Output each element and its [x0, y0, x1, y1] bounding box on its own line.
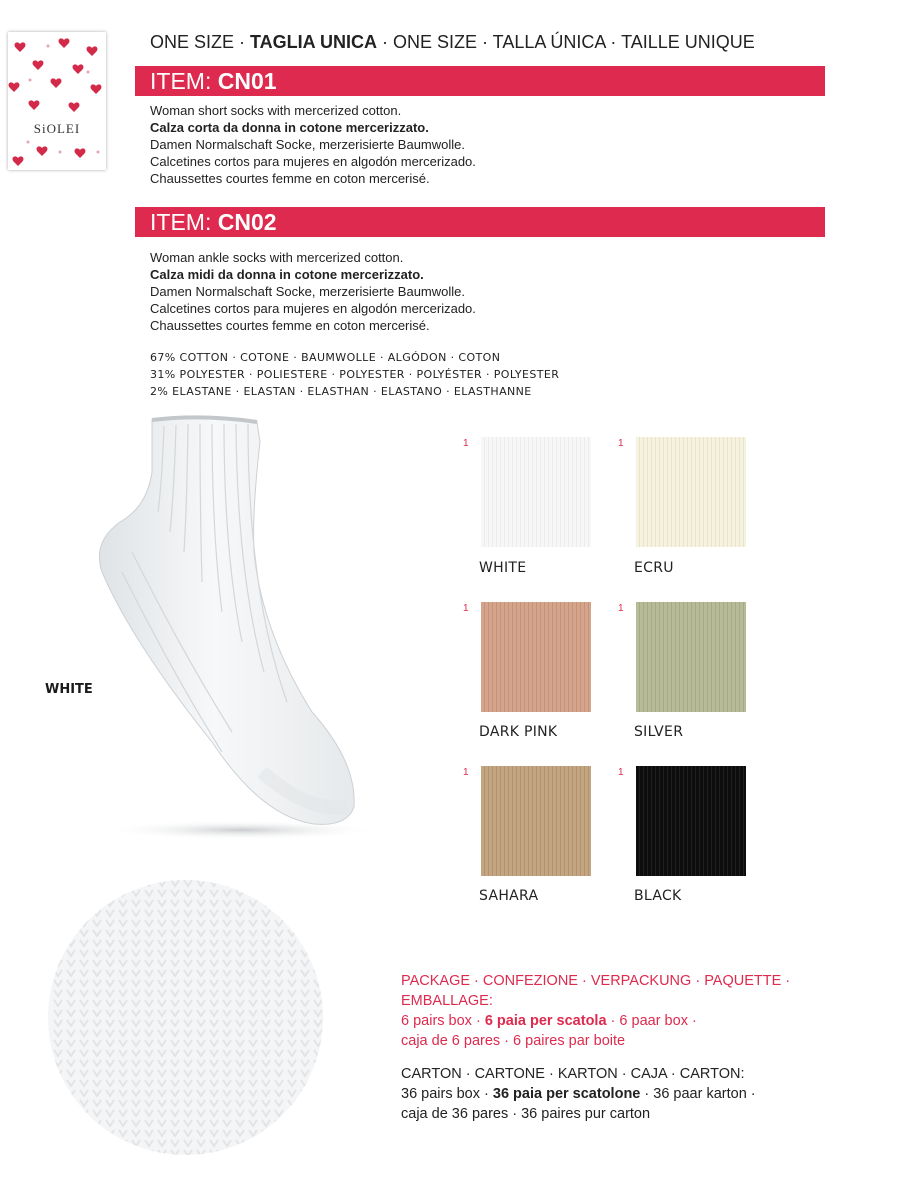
- desc-line-en: Woman ankle socks with mercerized cotton.: [150, 250, 404, 265]
- knit-stitch: [80, 890, 88, 896]
- item-description-cn01: [150, 102, 476, 187]
- swatch-white[interactable]: [481, 437, 591, 547]
- item-code: CN01: [217, 68, 277, 94]
- knit-stitch: [93, 1130, 101, 1136]
- knit-stitch: [288, 890, 296, 896]
- knit-stitch: [54, 1150, 62, 1155]
- knit-stitch: [54, 910, 62, 916]
- knit-stitch: [314, 1150, 322, 1155]
- package-title-line2: EMBALLAGE:: [401, 993, 493, 1009]
- package-box-a: 6 pairs box ·: [401, 1013, 485, 1029]
- knit-stitch: [67, 920, 75, 926]
- knit-stitch: [262, 1150, 270, 1155]
- swatch-quantity: 1: [618, 603, 624, 614]
- knit-stitch: [54, 1090, 62, 1096]
- knit-stitch: [275, 890, 283, 896]
- knit-stitch: [288, 1110, 296, 1116]
- knit-stitch: [106, 1150, 114, 1155]
- size-line-part1: ONE SIZE ·: [150, 32, 251, 52]
- swatch-silver[interactable]: [636, 602, 746, 712]
- knit-stitch: [67, 1140, 75, 1146]
- swatch-quantity: 1: [463, 438, 469, 449]
- knit-stitch: [275, 1150, 283, 1155]
- knit-stitch: [301, 910, 309, 916]
- swatch-label: DARK PINK: [479, 724, 558, 740]
- package-box-b: 6 paia per scatola: [484, 1013, 607, 1029]
- carton-line: [401, 1084, 821, 1104]
- knit-stitch: [54, 1140, 62, 1146]
- knit-stitch: [314, 940, 322, 946]
- knit-stitch: [288, 1130, 296, 1136]
- package-title: [401, 971, 821, 1051]
- swatch-label: WHITE: [479, 560, 527, 576]
- swatch-label: BLACK: [634, 888, 682, 904]
- desc-line-es: Calcetines cortos para mujeres en algodón mercerizado.: [150, 154, 476, 169]
- knit-stitch: [314, 1100, 322, 1106]
- knit-stitch: [54, 930, 62, 936]
- knit-stitch: [314, 900, 322, 906]
- swatch-label: ECRU: [634, 560, 674, 576]
- knit-stitch: [275, 880, 283, 886]
- package-box-line2: caja de 6 pares · 6 paires par boite: [401, 1033, 626, 1049]
- knit-stitch: [106, 1140, 114, 1146]
- desc-line-it: Calza corta da donna in cotone mercerizzato.: [150, 120, 429, 135]
- knit-stitch: [54, 1120, 62, 1126]
- knit-stitch: [67, 890, 75, 896]
- knit-stitch: [67, 1100, 75, 1106]
- knit-stitch: [262, 880, 270, 886]
- knit-stitch: [249, 880, 257, 886]
- knit-stitch: [301, 900, 309, 906]
- knit-stitch: [67, 1110, 75, 1116]
- desc-line-es: Calcetines cortos para mujeres en algodón mercerizado.: [150, 301, 476, 316]
- swatch-label: SILVER: [634, 724, 684, 740]
- swatch-black[interactable]: [636, 766, 746, 876]
- knit-stitch: [54, 890, 62, 896]
- knit-stitch: [67, 910, 75, 916]
- carton-c: · 36 paar karton ·: [640, 1086, 756, 1102]
- swatch-sahara[interactable]: [481, 766, 591, 876]
- knit-stitch: [67, 900, 75, 906]
- knit-stitch: [301, 920, 309, 926]
- knit-stitch: [288, 1140, 296, 1146]
- knit-stitch: [314, 930, 322, 936]
- knit-stitch: [93, 880, 101, 886]
- knit-stitch: [314, 920, 322, 926]
- knit-stitch: [80, 910, 88, 916]
- knit-stitch: [275, 1120, 283, 1126]
- size-line-part3: · ONE SIZE · TALLA ÚNICA · TAILLE UNIQUE: [377, 32, 755, 52]
- knit-stitch: [80, 880, 88, 886]
- knit-stitch: [301, 1090, 309, 1096]
- knit-stitch: [314, 890, 322, 896]
- knit-stitch: [314, 1060, 322, 1066]
- brand-name: SiOLEI: [33, 121, 81, 136]
- knit-stitch: [301, 1130, 309, 1136]
- desc-line-de: Damen Normalschaft Socke, merzerisierte Baumwolle.: [150, 284, 465, 299]
- knit-stitch: [223, 1150, 231, 1155]
- composition: [150, 349, 559, 400]
- knit-stitch: [301, 890, 309, 896]
- knit-stitch: [67, 1130, 75, 1136]
- knit-stitch: [314, 1080, 322, 1086]
- packaging-info: [401, 971, 821, 1124]
- swatch-label: SAHARA: [479, 888, 539, 904]
- knit-stitch: [54, 920, 62, 926]
- knit-stitch: [236, 1150, 244, 1155]
- knit-stitch: [54, 880, 62, 886]
- knit-stitch: [249, 1140, 257, 1146]
- knit-stitch: [67, 880, 75, 886]
- knit-stitch: [314, 1090, 322, 1096]
- item-prefix: ITEM:: [150, 209, 218, 235]
- knit-stitch: [132, 1150, 140, 1155]
- knit-stitch: [301, 880, 309, 886]
- knit-stitch: [249, 890, 257, 896]
- carton-a: 36 pairs box ·: [401, 1086, 493, 1102]
- item-header-cn01: [135, 66, 825, 96]
- swatch-quantity: 1: [463, 767, 469, 778]
- knit-stitch: [262, 1140, 270, 1146]
- knit-stitch: [119, 1150, 127, 1155]
- knit-stitch: [288, 920, 296, 926]
- knit-stitch: [249, 1150, 257, 1155]
- knit-stitch: [93, 890, 101, 896]
- composition-line: 31% POLYESTER · POLIESTERE · POLYESTER · POLYÉSTER · POLYESTER: [150, 368, 560, 381]
- knit-stitch: [119, 1140, 127, 1146]
- knit-stitch: [314, 910, 322, 916]
- swatch-ecru[interactable]: [636, 437, 746, 547]
- item-prefix: ITEM:: [150, 68, 218, 94]
- knit-stitch: [288, 910, 296, 916]
- knit-stitch: [67, 1150, 75, 1155]
- item-code: CN02: [217, 209, 277, 235]
- knit-stitch: [262, 890, 270, 896]
- swatch-quantity: 1: [618, 438, 624, 449]
- knit-stitch: [106, 890, 114, 896]
- composition-line: 67% COTTON · COTONE · BAUMWOLLE · ALGÓDON · COTON: [150, 351, 501, 364]
- knit-stitch: [80, 1120, 88, 1126]
- knit-stitch: [275, 1140, 283, 1146]
- knit-stitch: [80, 1140, 88, 1146]
- knit-stitch: [80, 1150, 88, 1155]
- knit-stitch: [54, 1100, 62, 1106]
- knit-stitch: [288, 900, 296, 906]
- knit-stitch: [80, 1130, 88, 1136]
- knit-stitch: [288, 1120, 296, 1126]
- package-box-line: [401, 1011, 821, 1031]
- swatch-quantity: 1: [618, 767, 624, 778]
- product-color-label: WHITE: [45, 682, 93, 697]
- knit-stitch: [301, 1150, 309, 1155]
- knit-stitch: [106, 880, 114, 886]
- knit-stitch: [301, 1120, 309, 1126]
- knit-stitch: [314, 880, 322, 886]
- knit-stitch: [288, 880, 296, 886]
- knit-stitch: [314, 1070, 322, 1076]
- knit-stitch: [314, 1120, 322, 1126]
- item-description-cn02: [150, 249, 476, 334]
- knit-stitch: [236, 880, 244, 886]
- knit-stitch: [67, 1120, 75, 1126]
- knit-stitch: [314, 1140, 322, 1146]
- knit-stitch: [262, 1130, 270, 1136]
- swatch-quantity: 1: [463, 603, 469, 614]
- item-header-cn02: [135, 207, 825, 237]
- fabric-closeup-image: [48, 880, 323, 1155]
- desc-line-de: Damen Normalschaft Socke, merzerisierte Baumwolle.: [150, 137, 465, 152]
- desc-line-en: Woman short socks with mercerized cotton.: [150, 103, 402, 118]
- carton-line2: caja de 36 pares · 36 paires pur carton: [401, 1106, 651, 1122]
- knit-texture: [48, 880, 323, 1155]
- knit-stitch: [301, 1110, 309, 1116]
- composition-line: 2% ELASTANE · ELASTAN · ELASTHAN · ELASTANO · ELASTHANNE: [150, 385, 532, 398]
- knit-stitch: [314, 1110, 322, 1116]
- knit-stitch: [132, 880, 140, 886]
- knit-stitch: [93, 1150, 101, 1155]
- knit-stitch: [314, 1130, 322, 1136]
- knit-stitch: [54, 900, 62, 906]
- carton-b: 36 paia per scatolone: [492, 1086, 641, 1102]
- knit-stitch: [80, 900, 88, 906]
- size-line: [150, 32, 755, 53]
- knit-stitch: [288, 1150, 296, 1155]
- knit-stitch: [54, 940, 62, 946]
- knit-stitch: [275, 1130, 283, 1136]
- knit-stitch: [145, 1150, 153, 1155]
- desc-line-it: Calza midi da donna in cotone mercerizzato.: [150, 267, 424, 282]
- knit-stitch: [54, 1130, 62, 1136]
- desc-line-fr: Chaussettes courtes femme en coton mercerisé.: [150, 318, 430, 333]
- knit-stitch: [314, 950, 322, 956]
- knit-stitch: [54, 950, 62, 956]
- knit-stitch: [54, 1080, 62, 1086]
- knit-stitch: [93, 900, 101, 906]
- desc-line-fr: Chaussettes courtes femme en coton mercerisé.: [150, 171, 430, 186]
- carton-title: CARTON · CARTONE · KARTON · CAJA · CARTON:: [401, 1066, 745, 1082]
- knit-stitch: [314, 960, 322, 966]
- carton-info: [401, 1064, 821, 1124]
- knit-stitch: [301, 930, 309, 936]
- hearts-pattern: [8, 32, 106, 170]
- brand-logo: [8, 32, 106, 170]
- swatch-dark-pink[interactable]: [481, 602, 591, 712]
- size-line-bold: TAGLIA UNICA: [250, 32, 377, 52]
- sock-image: [92, 412, 372, 852]
- package-title-line1: PACKAGE · CONFEZIONE · VERPACKUNG · PAQUETTE ·: [401, 973, 791, 989]
- knit-stitch: [301, 1100, 309, 1106]
- knit-stitch: [119, 880, 127, 886]
- knit-stitch: [93, 1140, 101, 1146]
- knit-stitch: [301, 1140, 309, 1146]
- package-box-c: · 6 paar box ·: [606, 1013, 697, 1029]
- knit-stitch: [275, 900, 283, 906]
- knit-stitch: [54, 1110, 62, 1116]
